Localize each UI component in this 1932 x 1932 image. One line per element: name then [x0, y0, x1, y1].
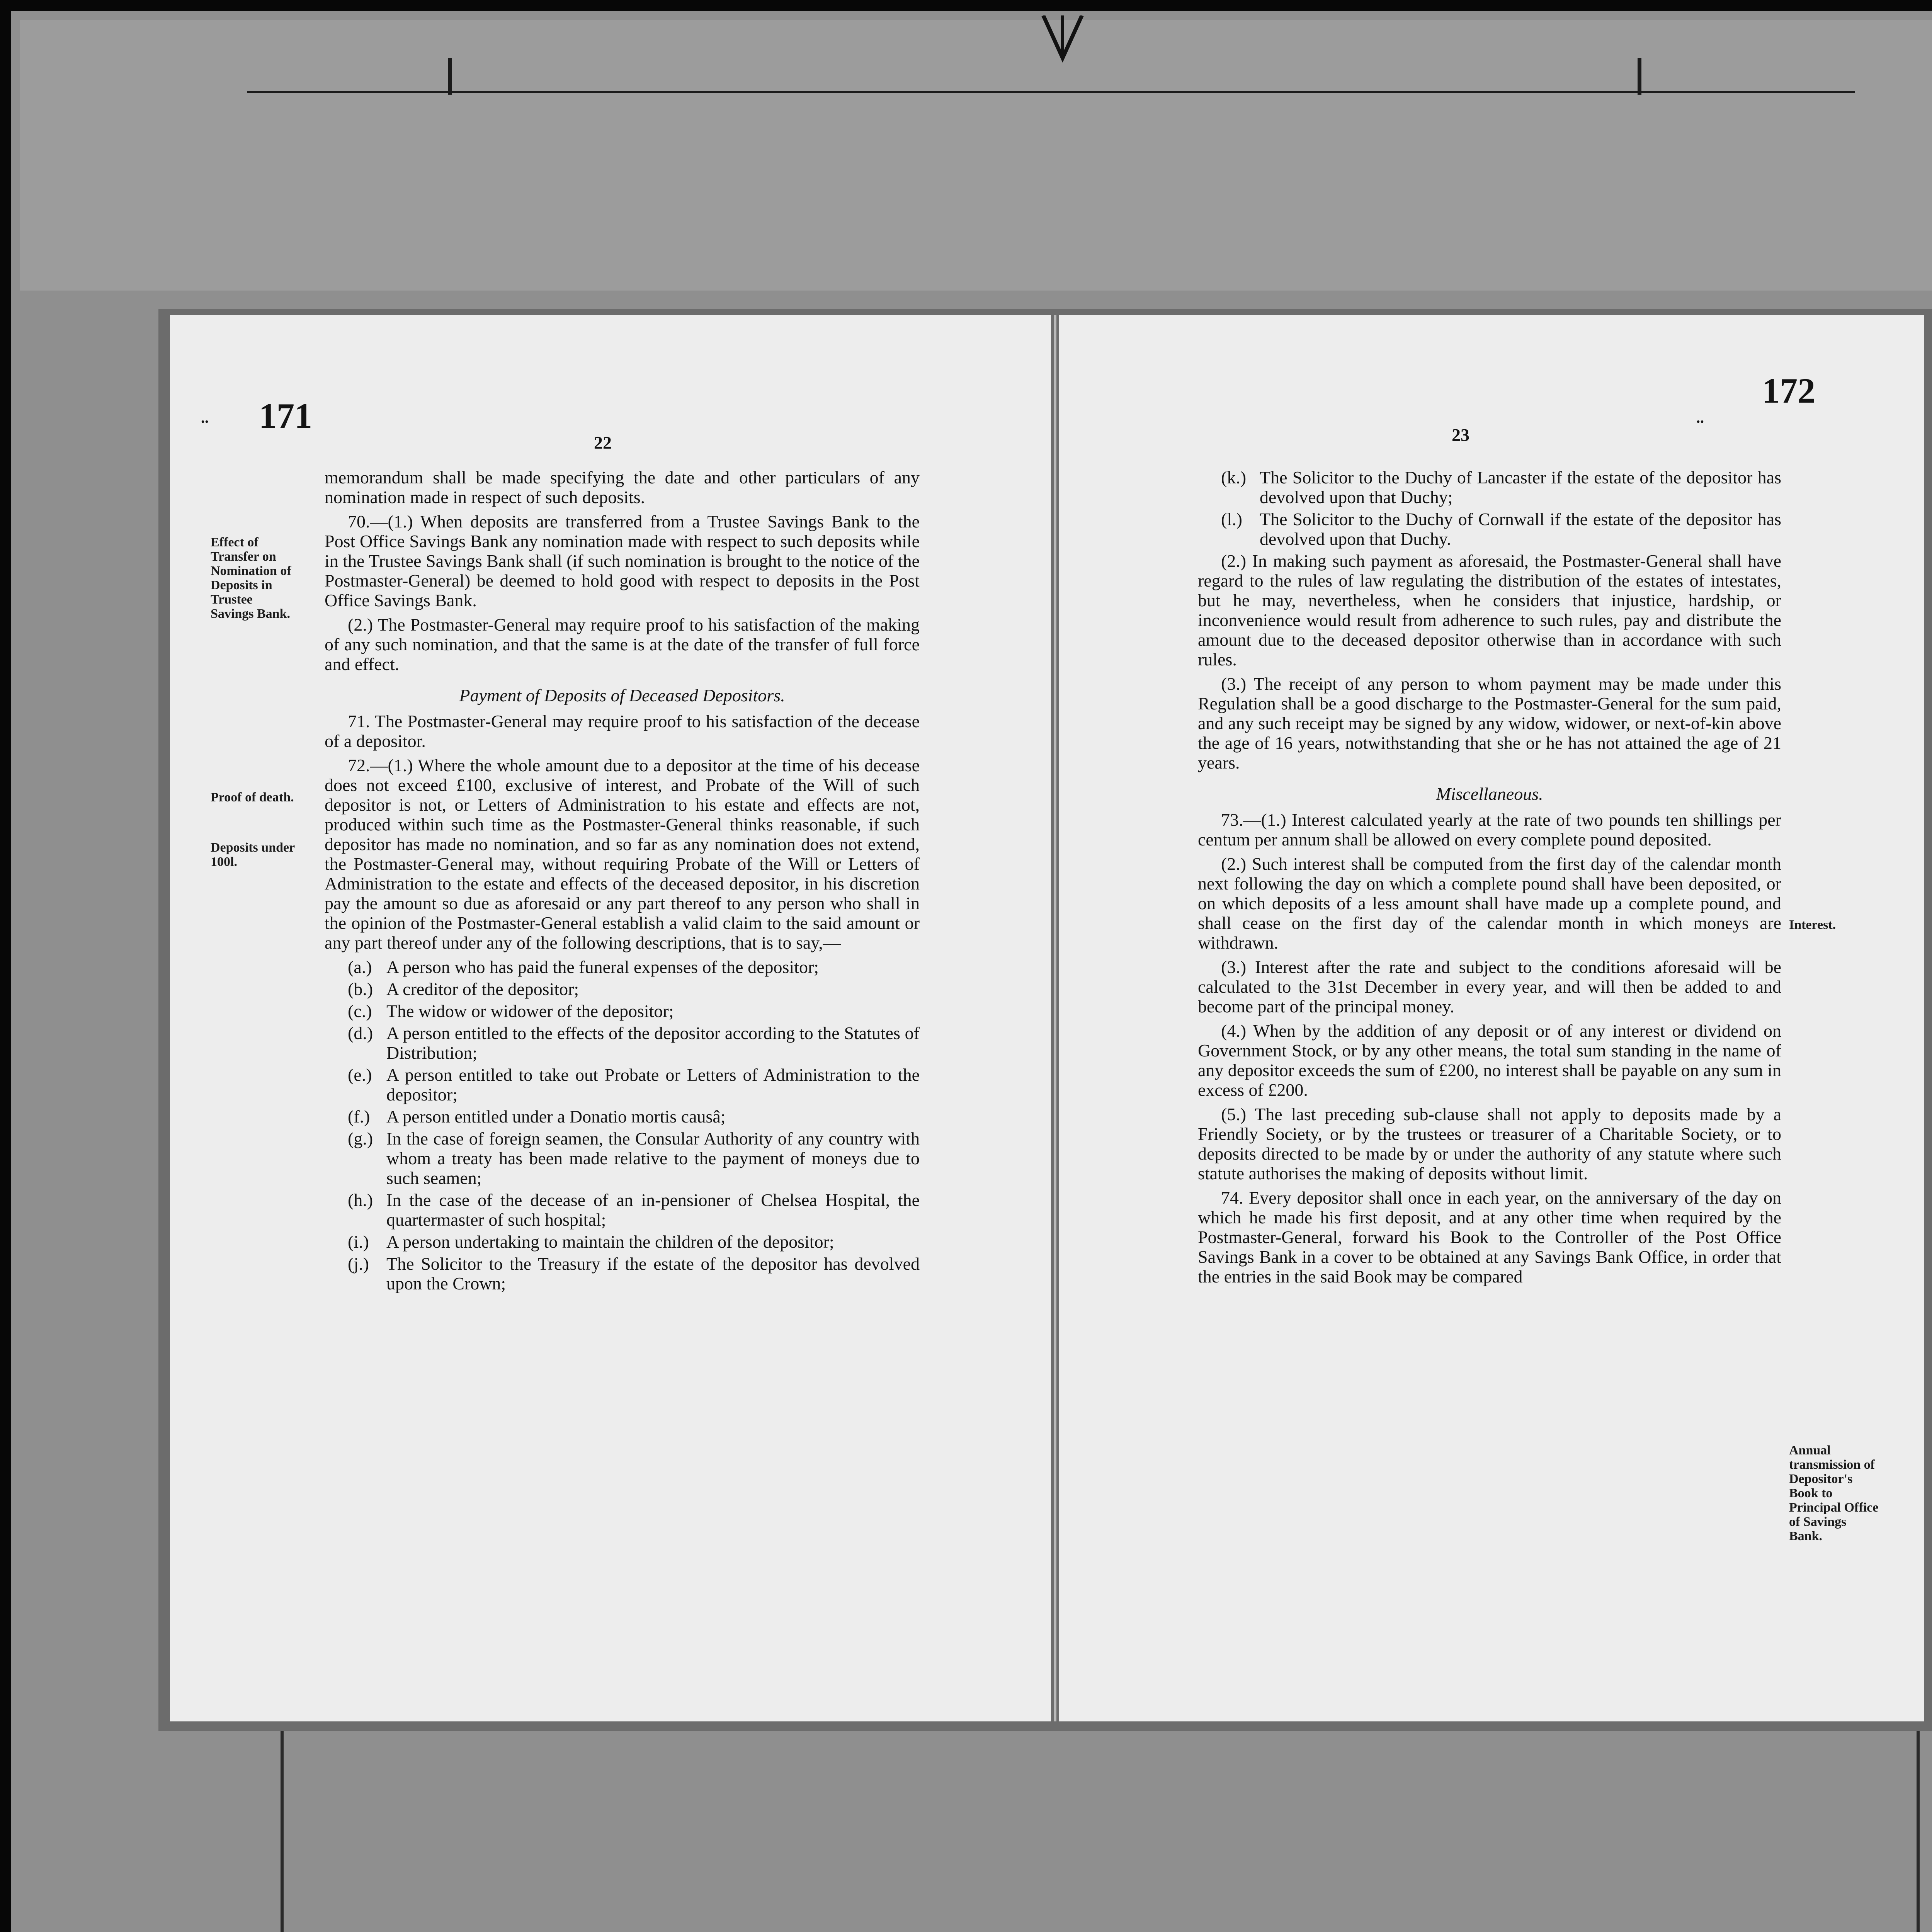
page-gutter [1054, 315, 1056, 1721]
list-item-label: (a.) [348, 957, 372, 977]
left-page-marks: .. [201, 409, 209, 426]
list-item-label: (d.) [348, 1023, 373, 1043]
paragraph-70-2: (2.) The Postmaster-General may require proof to his satisfaction of the making of any such nomination, and that the same is at the date of the transfer of full force and effect. [325, 615, 920, 674]
list-item-label: (i.) [348, 1232, 369, 1252]
lower-rule-left [281, 1731, 284, 1932]
list-item [325, 1190, 920, 1230]
paragraph-74: 74. Every depositor shall once in each year, on the anniversary of the day on which he made his first deposit, and at any other time when required by the Postmaster-General, forward his Book to the Controller of the Post Office Savings Bank in a cover to be obtained at any Savings Bank Office, in order that the entries in the said Book may be compared [1198, 1188, 1781, 1286]
paragraph-73-4: (4.) When by the addition of any deposit or of any interest or dividend on Government Stock, or by any other means, the total sum standing in the name of any depositor exceeds the sum of £200, no interest shall be payable on any sum in excess of £200. [1198, 1021, 1781, 1100]
list-item-label: (f.) [348, 1107, 370, 1126]
paragraph-72: 72.—(1.) Where the whole amount due to a depositor at the time of his decease does not exceed £100, exclusive of interest, and Probate of the Will of such depositor is not, or Letters of Administration to his estate and effects are not, produced within such time as the Postmaster-General thinks reasonable, if such depositor has made no nomination, and so far as any nomination does not extend, the Postmaster-General may, without requiring Probate of the Will or Letters of Administration to the estate and effects of the deceased depositor, in his discretion pay the amount so due as aforesaid or any part thereof to any person who shall in the opinion of the Postmaster-General establish a valid claim to the said amount or any part thereof under any of the following descriptions, that is to say,— [325, 755, 920, 952]
list-item [1198, 468, 1781, 507]
left-claimant-list [325, 957, 920, 1293]
list-item [325, 979, 920, 999]
paragraph-2: (2.) In making such payment as aforesaid, the Postmaster-General shall have regard to the rules of law regulating the distribution of the estates of intestates, but he may, nevertheless, when he considers that injustice, hardship, or inconvenience would result from adherence to such rules, pay and distribute the amount due to the deceased depositor otherwise than in accordance with such rules. [1198, 551, 1781, 669]
list-item-label: (k.) [1221, 468, 1247, 487]
ruler-tick-left [448, 58, 452, 95]
list-item [325, 1107, 920, 1126]
list-item-label: (e.) [348, 1065, 372, 1085]
list-item [325, 1129, 920, 1188]
list-item-label: (h.) [348, 1190, 373, 1210]
list-item [325, 1001, 920, 1021]
right-folio-number: 172 [1762, 371, 1815, 410]
right-page [1059, 315, 1924, 1721]
list-item-text: The Solicitor to the Duchy of Lancaster if the estate of the depositor has devolved upon that Duchy; [1260, 468, 1781, 507]
ruler-tick-right [1638, 58, 1641, 95]
paragraph-73-1: 73.—(1.) Interest calculated yearly at the rate of two pounds ten shillings per centum per annum shall be allowed on every complete pound deposited. [1198, 810, 1781, 849]
list-item-label: (j.) [348, 1254, 369, 1274]
list-item [325, 1254, 920, 1293]
list-item-label: (b.) [348, 979, 373, 999]
list-item [325, 957, 920, 977]
margin-note-annual-transmission: Annual transmission of Depositor's Book to Principal Office of Savings Bank. [1789, 1443, 1879, 1543]
list-item-label: (l.) [1221, 509, 1242, 529]
list-item [1198, 509, 1781, 549]
margin-note-proof-of-death: Proof of death. [211, 790, 294, 804]
list-item-text: A person undertaking to maintain the children of the depositor; [386, 1232, 834, 1252]
paragraph-70-1: 70.—(1.) When deposits are transferred from a Trustee Savings Bank to the Post Office Savings Bank any nomination made with respect to such deposits while in the Trustee Savings Bank shall (if such nomination is brought to the notice of the Postmaster-General) be deemed to hold good with respect to deposits in the Post Office Savings Bank. [325, 512, 920, 610]
paragraph-73-3: (3.) Interest after the rate and subject to the conditions aforesaid will be calculated to the 31st December in every year, and will then be added to and become part of the principal money. [1198, 957, 1781, 1016]
list-item-text: A person entitled to the effects of the depositor according to the Statutes of Distribution; [386, 1023, 920, 1063]
upper-sheet-edge [20, 20, 1932, 291]
left-page-number: 22 [594, 433, 612, 452]
margin-note-deposits-under: Deposits under 100l. [211, 840, 295, 869]
binding-notch-icon [1039, 15, 1086, 70]
left-body-text [325, 468, 920, 1296]
lower-rule-right [1917, 1731, 1920, 1932]
margin-note-interest: Interest. [1789, 918, 1836, 932]
section-heading-miscellaneous: Miscellaneous. [1436, 784, 1543, 804]
paragraph-73-5: (5.) The last preceding sub-clause shall not apply to deposits made by a Friendly Society, or by the trustees or treasurer of a Charitable Society, or to deposits directed to be made by or under the authority of any statute where such statute authorises the making of deposits without limit. [1198, 1104, 1781, 1183]
right-page-marks: .. [1696, 409, 1704, 426]
list-item [325, 1023, 920, 1063]
paragraph-3: (3.) The receipt of any person to whom payment may be made under this Regulation shall be a good discharge to the Postmaster-General for the sum paid, and any such receipt may be signed by any widow, widower, or next-of-kin above the age of 16 years, notwithstanding that she or he has not attained the age of 21 years. [1198, 674, 1781, 772]
list-item-text: A person entitled under a Donatio mortis causâ; [386, 1107, 726, 1126]
paragraph-71: 71. The Postmaster-General may require proof to his satisfaction of the decease of a depositor. [325, 711, 920, 751]
paragraph-memorandum: memorandum shall be made specifying the date and other particulars of any nomination made in respect of such deposits. [325, 468, 920, 507]
right-page-number: 23 [1452, 425, 1469, 445]
list-item-text: The Solicitor to the Duchy of Cornwall if the estate of the depositor has devolved upon that Duchy. [1260, 509, 1781, 549]
list-item-text: A creditor of the depositor; [386, 979, 579, 999]
right-claimant-list [1198, 468, 1781, 549]
list-item-text: A person who has paid the funeral expenses of the depositor; [386, 957, 819, 977]
top-rule [247, 91, 1855, 93]
paragraph-73-2: (2.) Such interest shall be computed from the first day of the calendar month next following the day on which a complete pound shall have been deposited, or on which deposits of a less amount shall have made up a complete pound, and shall cease on the first day of the calendar month in which moneys are withdrawn. [1198, 854, 1781, 952]
list-item-text: The Solicitor to the Treasury if the estate of the depositor has devolved upon the Crown; [386, 1254, 920, 1293]
list-item-label: (g.) [348, 1129, 373, 1148]
list-item-text: The widow or widower of the depositor; [386, 1001, 674, 1021]
left-page [170, 315, 1051, 1721]
list-item-text: A person entitled to take out Probate or Letters of Administration to the depositor; [386, 1065, 920, 1104]
list-item-text: In the case of foreign seamen, the Consular Authority of any country with whom a treaty has been made relative to the payment of moneys due to such seamen; [386, 1129, 920, 1188]
left-folio-number: 171 [259, 396, 312, 435]
list-item [325, 1232, 920, 1252]
right-body-text [1198, 468, 1781, 1291]
list-item [325, 1065, 920, 1104]
list-item-text: In the case of the decease of an in-pensioner of Chelsea Hospital, the quartermaster of such hospital; [386, 1190, 920, 1230]
section-heading-deceased-depositors: Payment of Deposits of Deceased Depositors. [459, 685, 785, 705]
list-item-label: (c.) [348, 1001, 372, 1021]
margin-note-effect-of-transfer: Effect of Transfer on Nomination of Deposits in Trustee Savings Bank. [211, 535, 291, 621]
